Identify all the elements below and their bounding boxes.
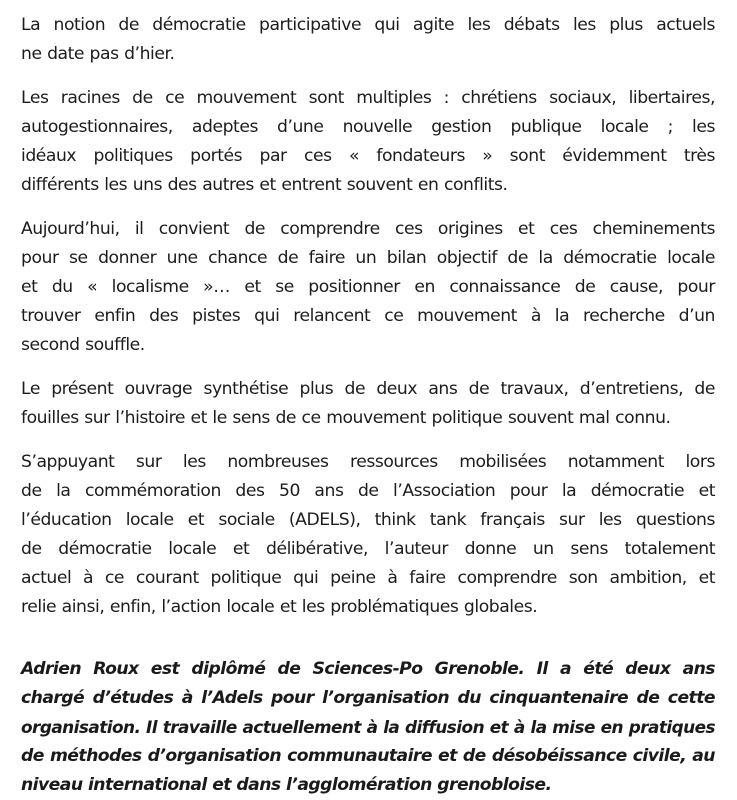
text-line: de la commémoration des 50 ans de l’Association pour la démocratie et xyxy=(21,481,715,501)
text-line: S’appuyant sur les nombreuses ressources mobilisées notamment lors xyxy=(21,452,715,472)
bio-line: niveau international et dans l’agglomération grenobloise. xyxy=(21,775,552,795)
text-line: actuel à ce courant politique qui peine à faire comprendre son ambition, et xyxy=(21,568,715,588)
paragraph-roots xyxy=(21,84,715,200)
text-line: Aujourd’hui, il convient de comprendre ces origines et ces cheminements xyxy=(21,219,715,239)
text-line: fouilles sur l’histoire et le sens de ce mouvement politique souvent mal connu. xyxy=(21,408,671,428)
author-bio xyxy=(21,655,715,800)
text-line: second souffle. xyxy=(21,335,145,355)
text-line: idéaux politiques portés par ces « fondateurs » sont évidemment très xyxy=(21,146,715,166)
text-line: pour se donner une chance de faire un bilan objectif de la démocratie locale xyxy=(21,248,715,268)
bio-line: de méthodes d’organisation communautaire et de désobéissance civile, au xyxy=(21,746,715,766)
text-line: ne date pas d’hier. xyxy=(21,44,175,64)
text-line: l’éducation locale et sociale (ADELS), think tank français sur les questions xyxy=(21,510,715,530)
bio-line: chargé d’études à l’Adels pour l’organisation du cinquantenaire de cette xyxy=(21,688,715,708)
text-line: La notion de démocratie participative qui agite les débats les plus actuels xyxy=(21,15,715,35)
paragraph-work xyxy=(21,375,715,433)
text-line: Le présent ouvrage synthétise plus de deux ans de travaux, d’entretiens, de xyxy=(21,379,715,399)
text-line: de démocratie locale et délibérative, l’auteur donne un sens totalement xyxy=(21,539,715,559)
text-line: Les racines de ce mouvement sont multiples : chrétiens sociaux, libertaires, xyxy=(21,88,715,108)
text-line: trouver enfin des pistes qui relancent ce mouvement à la recherche d’un xyxy=(21,306,715,326)
text-line: relie ainsi, enfin, l’action locale et les problématiques globales. xyxy=(21,597,538,617)
paragraph-today xyxy=(21,215,715,360)
bio-line: organisation. Il travaille actuellement à la diffusion et à la mise en pratiques xyxy=(21,717,715,737)
paragraph-intro xyxy=(21,11,715,69)
text-line: et du « localisme »… et se positionner en connaissance de cause, pour xyxy=(21,277,715,297)
text-line: différents les uns des autres et entrent souvent en conflits. xyxy=(21,175,508,195)
paragraph-resources xyxy=(21,448,715,622)
text-line: autogestionnaires, adeptes d’une nouvelle gestion publique locale ; les xyxy=(21,117,715,137)
bio-line: Adrien Roux est diplômé de Sciences-Po Grenoble. Il a été deux ans xyxy=(21,659,715,679)
